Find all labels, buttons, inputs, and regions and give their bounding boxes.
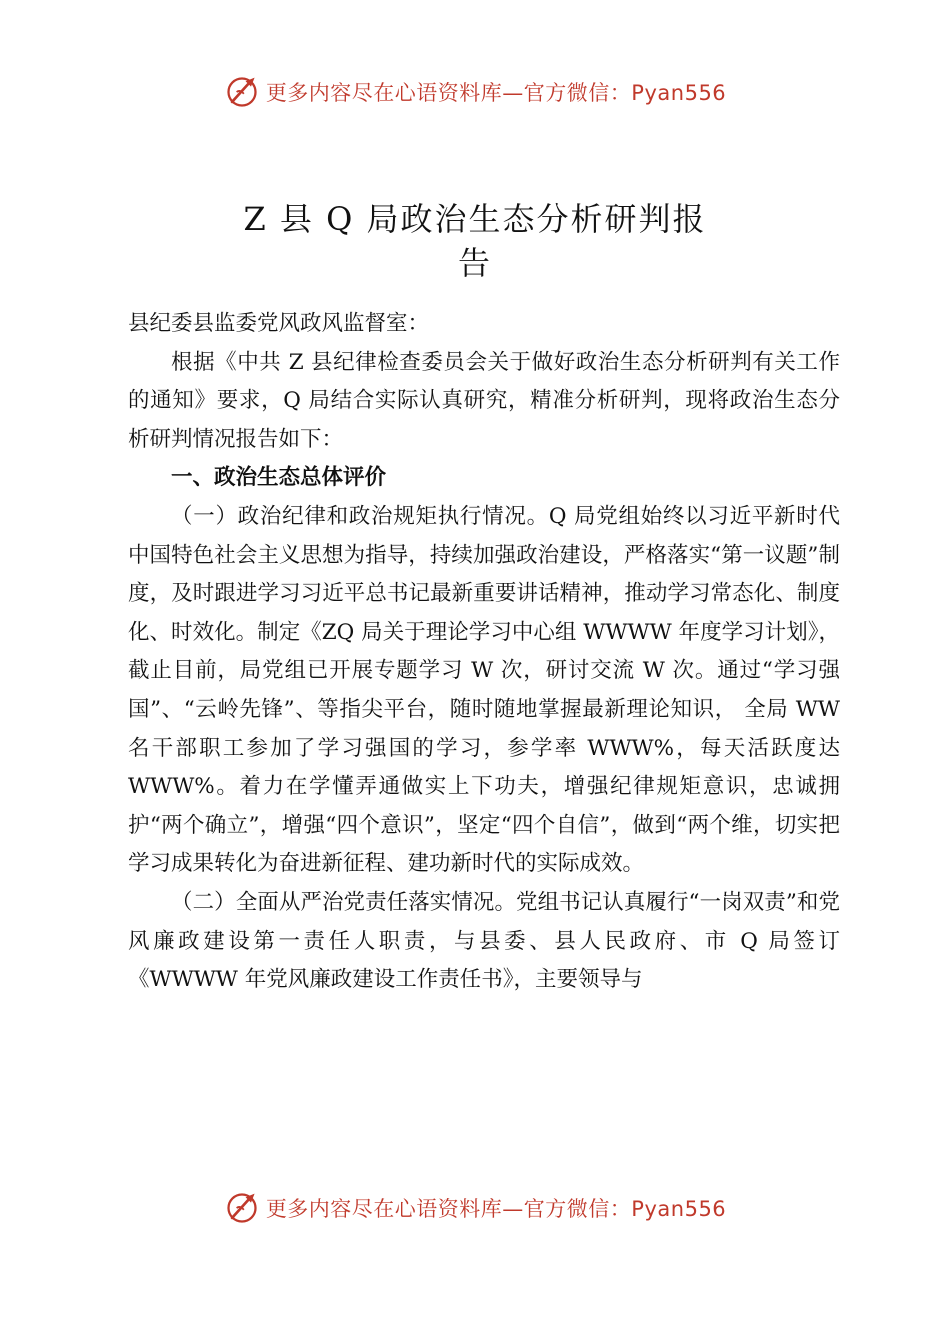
watermark-banner-bottom <box>0 1186 950 1230</box>
recipient-line: 县纪委县监委党风政风监督室： <box>128 311 430 336</box>
quill-pen-seal-icon <box>224 1190 260 1226</box>
body-paragraph-2: （二）全面从严治党责任落实情况。党组书记认真履行“一岗双责”和党风廉政建设第一责任人职责，与县委、县人民政府、市 Q 局签订《WWWW 年党风廉政建设工作责任书》，主要领导与 <box>128 889 840 993</box>
watermark-banner-top <box>0 70 950 114</box>
watermark-text: 更多内容尽在心语资料库—官方微信：Pyan556 <box>265 81 727 105</box>
title-line-2: 告 <box>457 244 492 283</box>
watermark-text: 更多内容尽在心语资料库—官方微信：Pyan556 <box>265 1197 727 1221</box>
document-title <box>0 197 950 285</box>
section-heading: 一、政治生态总体评价 <box>171 465 387 491</box>
document-body <box>128 305 840 1000</box>
intro-paragraph: 根据《中共 Z 县纪律检查委员会关于做好政治生态分析研判有关工作的通知》要求，Q 局结合实际认真研究，精准分析研判，现将政治生态分析研判情况报告如下： <box>128 349 840 452</box>
quill-pen-seal-icon <box>224 74 260 110</box>
body-paragraph-1: （一）政治纪律和政治规矩执行情况。Q 局党组始终以习近平新时代中国特色社会主义思想为指导，持续加强政治建设，严格落实“第一议题”制度，及时跟进学习习近平总书记最新重要讲话精神，推动学习常态化、制度化、时效化。制定《ZQ 局关于理论学习中心组 WWWW 年度学习计划》，截止目前，局党组已开展专题学习 W 次，研讨交流 W 次。通过“学习强国”、“云岭先锋”、等指尖平台，随时随地掌握最新理论知识， 全局 WW 名干部职工参加了学习强国的学习，参学率 WWW%，每天活跃度达 WWW%。着力在学懂弄通做实上下功夫，增强纪律规矩意识，忠诚拥护“两个确立”，增强“四个意识”，坚定“四个自信”，做到“两个维，切实把学习成果转化为奋进新征程、建功新时代的实际成效。 <box>128 503 840 877</box>
title-line-1: Z 县 Q 局政治生态分析研判报 <box>243 200 707 239</box>
